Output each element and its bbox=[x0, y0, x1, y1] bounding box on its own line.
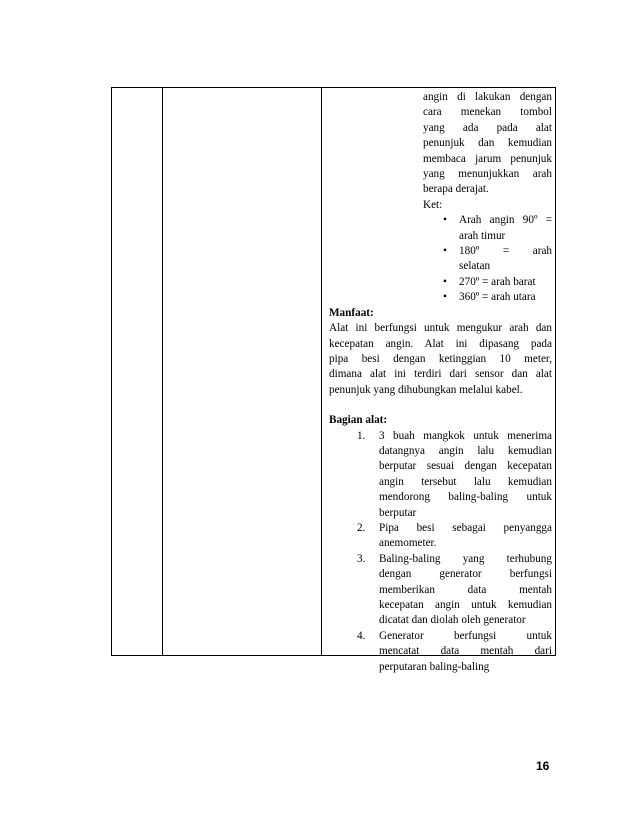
direction-list bbox=[443, 213, 552, 305]
list-item bbox=[443, 244, 552, 275]
item-line: 3 buah mangkok untuk menerima bbox=[379, 429, 552, 442]
item-line: datangnya angin lalu kemudian bbox=[379, 444, 552, 457]
table-column-1 bbox=[112, 88, 163, 655]
page-number: 16 bbox=[536, 759, 550, 773]
text-line: penunjuk yang dihubungkan melalui kabel. bbox=[329, 383, 523, 396]
bullet-line: • 360º = arah utara bbox=[459, 291, 536, 304]
item-line: angin tersebut lalu kemudian bbox=[379, 475, 552, 488]
text-line: yang menunjukkan arah bbox=[423, 168, 552, 181]
item-line: berputar bbox=[379, 506, 417, 519]
text-line: dimana alat ini terdiri dari sensor dan alat bbox=[329, 368, 552, 381]
text-line: penunjuk dan kemudian bbox=[423, 137, 552, 150]
item-number: 2. bbox=[357, 521, 366, 534]
content-table bbox=[111, 87, 556, 673]
item-number: 3. bbox=[357, 552, 366, 565]
bagian-heading: Bagian alat: bbox=[329, 414, 388, 427]
item-line: Pipa besi sebagai penyangga bbox=[379, 521, 552, 534]
item-line: perputaran baling-baling bbox=[379, 660, 490, 673]
item-line: mencatat data mentah dari bbox=[379, 645, 552, 658]
text-line: Alat ini berfungsi untuk mengukur arah dan bbox=[329, 322, 552, 335]
item-line: Generator berfungsi untuk bbox=[379, 629, 552, 642]
list-item bbox=[443, 290, 552, 305]
list-item bbox=[357, 429, 552, 521]
list-item bbox=[443, 275, 552, 290]
item-line: mendorong baling-baling untuk bbox=[379, 491, 552, 504]
text-line: membaca jarum penunjuk bbox=[423, 152, 552, 165]
item-number: 4. bbox=[357, 629, 366, 642]
list-item bbox=[357, 552, 552, 629]
text-line: berapa derajat. bbox=[423, 183, 489, 196]
intro-text bbox=[423, 90, 552, 213]
text-line: angin di lakukan dengan bbox=[423, 91, 552, 103]
bullet-line: selatan bbox=[459, 260, 491, 273]
item-line: dicatat dan diolah oleh generator bbox=[379, 614, 526, 627]
item-line: anemometer. bbox=[379, 537, 437, 550]
table-column-2 bbox=[162, 88, 322, 655]
item-number: 1. bbox=[357, 429, 366, 442]
parts-list bbox=[357, 429, 552, 676]
text-line: cara menekan tombol bbox=[423, 106, 552, 119]
bullet-line: • 180º = arah bbox=[459, 245, 552, 258]
list-item bbox=[443, 213, 552, 244]
text-line: yang ada pada alat bbox=[423, 121, 552, 134]
text-line: pipa besi dengan ketinggian 10 meter, bbox=[329, 352, 552, 365]
item-line: Baling-baling yang terhubung bbox=[379, 552, 552, 565]
list-item bbox=[357, 629, 552, 675]
table-cell-description bbox=[329, 90, 552, 675]
item-line: memberikan data mentah bbox=[379, 583, 552, 596]
item-line: dengan generator berfungsi bbox=[379, 568, 552, 581]
item-line: kecepatan angin untuk kemudian bbox=[379, 599, 552, 611]
bullet-line: arah timur bbox=[459, 229, 506, 242]
manfaat-paragraph bbox=[329, 321, 552, 398]
bullet-line: • 270º = arah barat bbox=[459, 275, 536, 288]
bullet-line: • Arah angin 90º = bbox=[459, 214, 552, 227]
text-line: kecepatan angin. Alat ini dipasang pada bbox=[329, 337, 552, 350]
list-item bbox=[357, 521, 552, 552]
item-line: berputar sesuai dengan kecepatan bbox=[379, 460, 552, 473]
manfaat-heading: Manfaat: bbox=[329, 306, 374, 319]
ket-label: Ket: bbox=[423, 198, 443, 211]
